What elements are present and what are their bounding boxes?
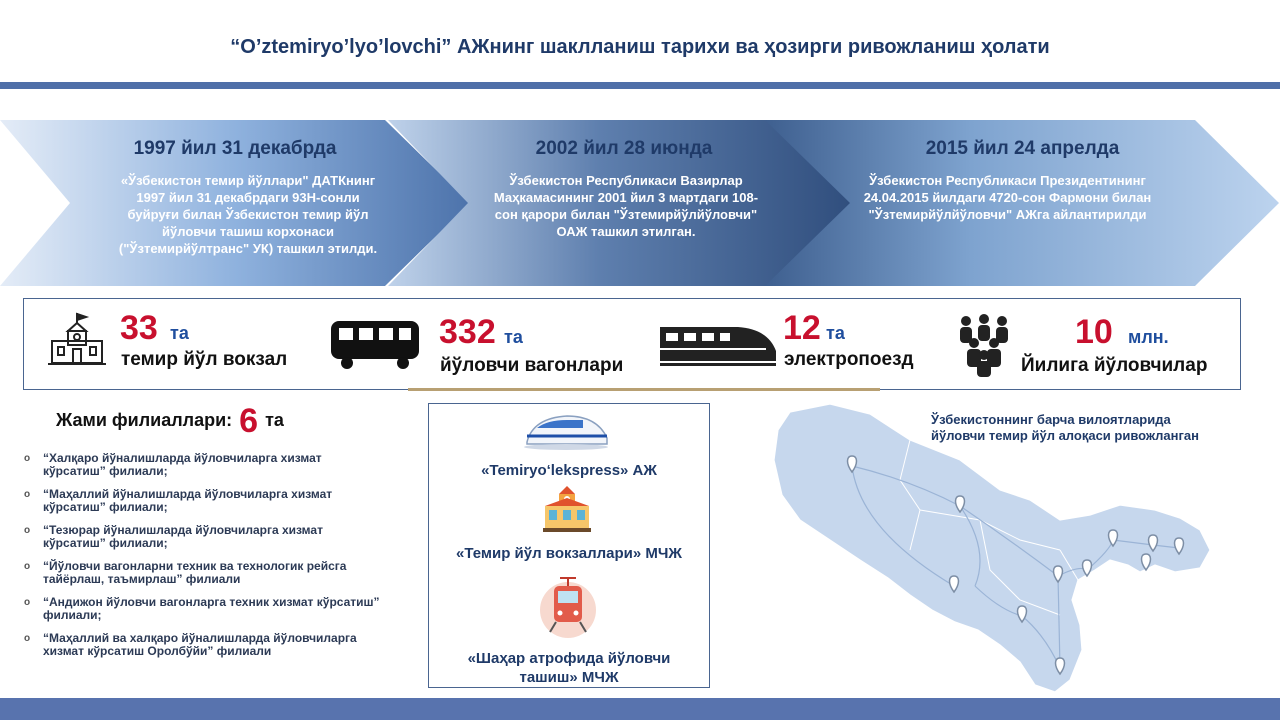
stat-value-passengers: 10 [1075,313,1113,351]
subsidiary-name: «Temiryo‘lekspress» АЖ [481,462,657,479]
map-caption: Ўзбекистоннинг барча вилоятларида йўловчи темир йўл алоқаси ривожланган [931,412,1199,443]
station-building-icon [46,311,108,369]
timeline-date: 2015 йил 24 апрелда [925,138,1120,159]
passenger-wagon-icon [329,319,421,371]
list-item: o “Халқаро йўналишларда йўловчиларга хизмат кўрсатиш” филиали; [24,451,322,478]
stat-label-stations: темир йўл вокзал [121,349,288,370]
list-item: o “Маҳаллий ва халқаро йўналишларда йўловчиларга хизмат кўрсатиш Оролбўйи” филиали [24,631,357,658]
map-shape [774,404,1210,692]
list-item: o “Йўловчи вагонларни техник ва технологик рейсга тайёрлаш, таъмирлаш” филиали [24,559,347,586]
stat-unit-trains: та [826,323,845,343]
stat-unit-passengers: млн. [1128,327,1169,347]
timeline-description: Ўзбекистон Республикаси Вазирлар Маҳкамасининг 2001 йил 3 мартдаги 108- сон қарори билан "Ўзтемирйўлйўловчи" ОАЖ ташкил этилган. [493,173,759,239]
timeline-date: 1997 йил 31 декабрда [133,138,337,159]
stat-label-wagons: йўловчи вагонлари [440,355,624,376]
electric-train-icon [658,321,778,367]
stat-label-trains: электропоезд [784,349,914,370]
suburban-train-icon [538,576,598,638]
timeline-description: «Ўзбекистон темир йўллари" ДАТКнинг 1997 йил 31 декабрдаги 93Н-сонли буйруғи билан Ўзбекистон темир йўл йўловчи ташиш корхонаси ("Ўзтемирйўлтранс" УК) ташкил этилди. [118,173,378,256]
footer-bar [0,698,1280,720]
list-item: o “Андижон йўловчи вагонларга техник хизмат кўрсатиш” филиали; [24,595,380,622]
subsidiary-name: «Темир йўл вокзаллари» МЧЖ [456,545,682,562]
stat-unit-stations: та [170,323,189,343]
stat-value-stations: 33 [120,309,158,347]
stat-value-trains: 12 [783,309,821,347]
gold-divider [408,388,880,391]
stats-panel [23,298,1241,390]
list-item: o “Тезюрар йўналишларда йўловчиларга хизмат кўрсатиш” филиали; [24,523,323,550]
page-title: “O’ztemiryo’lyo’lovchi” АЖнинг шаклланиш тарихи ва ҳозирги ривожланиш ҳолати [230,36,1050,58]
stat-value-wagons: 332 [439,313,496,351]
timeline-step-3 [765,120,1280,286]
stat-label-passengers: Йилига йўловчилар [1021,355,1208,376]
branches-count: 6 [239,402,259,440]
list-item: o “Маҳаллий йўналишларда йўловчиларга хизмат кўрсатиш” филиали; [24,487,333,514]
branches-title: Жами филиаллари: 6 та [56,402,284,440]
station-icon [541,484,593,534]
branches-list [24,452,384,668]
subsidiaries-panel [428,403,710,688]
stat-unit-wagons: та [504,327,523,347]
uzbekistan-map [760,400,1260,698]
header-divider [0,82,1280,89]
people-crowd-icon [954,313,1014,377]
high-speed-train-icon [523,412,609,450]
timeline-description: Ўзбекистон Республикаси Президентининг 24.04.2015 йилдаги 4720-сон Фармони билан "Ўзтемирйўлйўловчи" АЖга айлантирилди [863,173,1152,222]
subsidiary-name: «Шаҳар атрофида йўловчи ташиш» МЧЖ [467,650,671,686]
timeline-date: 2002 йил 28 июнда [535,138,713,159]
